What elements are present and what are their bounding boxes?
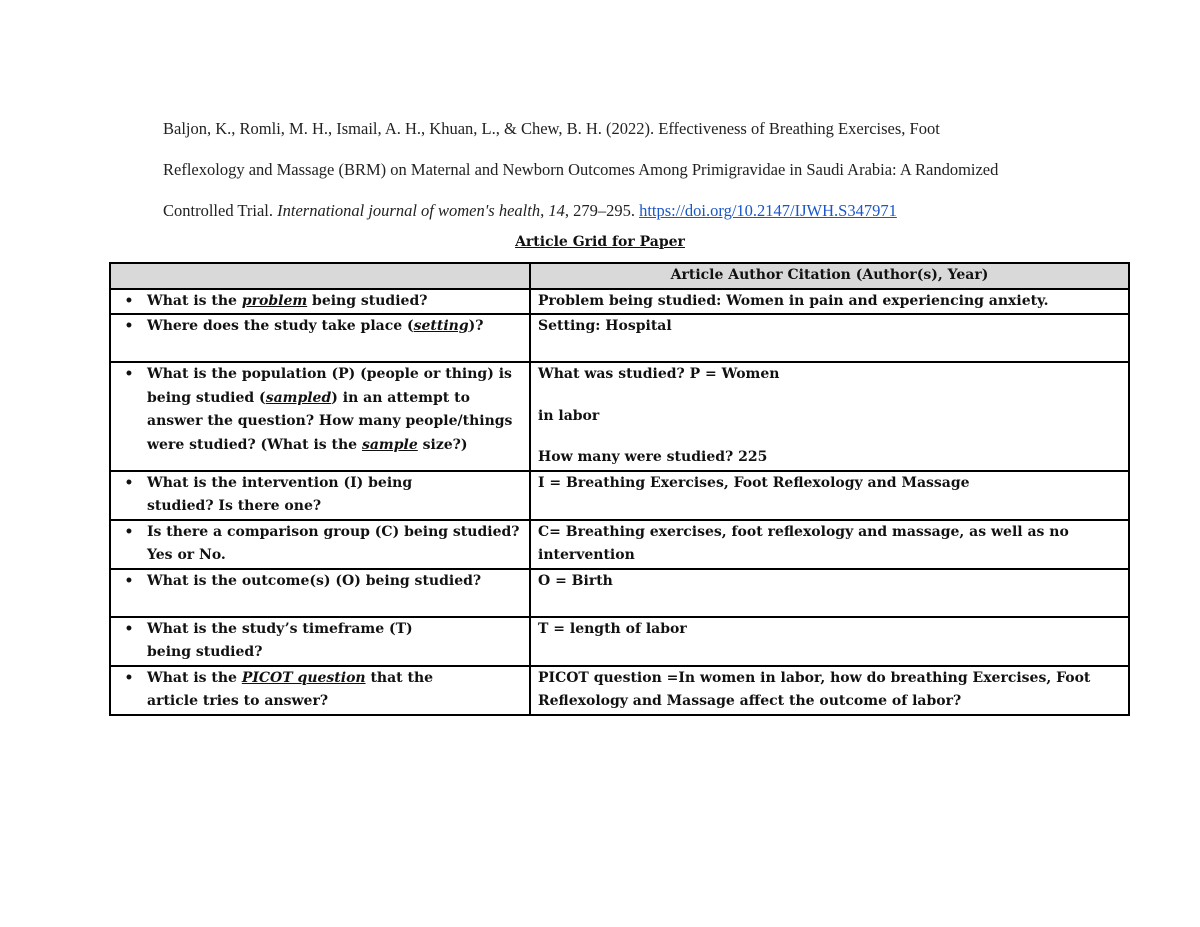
question-text: What is the outcome(s) (O) being studied? [147, 572, 482, 589]
reference-citation [163, 108, 1123, 231]
grid-title: Article Grid for Paper [515, 234, 685, 250]
table-row [110, 666, 1129, 715]
header-right-cell: Article Author Citation (Author(s), Year) [530, 263, 1129, 289]
table-header-row [110, 263, 1129, 289]
question-cell [110, 362, 530, 471]
question-text [147, 667, 523, 714]
question-emphasis: sample [361, 436, 418, 453]
article-grid-table [109, 262, 1130, 716]
bullet-icon: • [124, 669, 134, 686]
question-part: What is the [147, 669, 242, 686]
bullet-icon: • [124, 572, 134, 589]
question-part: being studied? [307, 292, 428, 309]
table-row [110, 314, 1129, 362]
question-part: )? [468, 318, 484, 334]
question-cell [110, 314, 530, 362]
question-cell [110, 617, 530, 666]
citation-separator: , [540, 201, 549, 220]
answer-text: Problem being studied: Women in pain and experiencing anxiety. [538, 292, 1049, 309]
bullet-icon: • [124, 620, 134, 637]
question-part: Where does the study take place ( [147, 318, 414, 334]
header-left-cell [110, 263, 530, 289]
answer-text: in labor [538, 407, 600, 424]
answer-cell [530, 471, 1129, 520]
question-text: What is the study’s timeframe (T) being studied? [147, 620, 413, 660]
answer-text: What was studied? P = Women [538, 366, 780, 382]
question-emphasis: setting [413, 318, 469, 334]
question-cell [110, 520, 530, 569]
citation-line-1: Baljon, K., Romli, M. H., Ismail, A. H., Khuan, L., & Chew, B. H. (2022). Effectiveness of Breathing Exercises, Foot [163, 119, 940, 138]
table-row [110, 520, 1129, 569]
answer-text: How many were studied? 225 [538, 449, 768, 465]
question-emphasis: PICOT question [241, 669, 366, 686]
bullet-icon: • [124, 292, 134, 309]
answer-text: T = length of labor [538, 620, 687, 637]
table-row [110, 617, 1129, 666]
table-row [110, 362, 1129, 471]
answer-text: I = Breathing Exercises, Foot Reflexology and Massage [538, 474, 970, 491]
answer-cell [530, 520, 1129, 569]
table-row [110, 471, 1129, 520]
answer-cell [530, 569, 1129, 617]
citation-line-3 [163, 190, 1123, 231]
citation-line-2: Reflexology and Massage (BRM) on Maternal and Newborn Outcomes Among Primigravidae in Saudi Arabia: A Randomized [163, 160, 999, 179]
question-part: What is the [147, 292, 242, 309]
question-text: What is the intervention (I) being studied? Is there one? [147, 474, 413, 514]
answer-cell [530, 362, 1129, 471]
citation-pages: , 279–295. [564, 201, 640, 220]
doi-link[interactable]: https://doi.org/10.2147/IJWH.S347971 [639, 201, 897, 220]
question-cell [110, 289, 530, 315]
bullet-icon: • [124, 318, 134, 334]
question-cell [110, 471, 530, 520]
answer-text: Setting: Hospital [538, 318, 672, 334]
bullet-icon: • [124, 474, 134, 491]
question-emphasis: problem [241, 292, 308, 309]
answer-text: C= Breathing exercises, foot reflexology and massage, as well as no intervention [538, 523, 1069, 563]
question-emphasis: sampled [265, 389, 332, 406]
question-part: size?) [417, 436, 468, 453]
answer-cell [530, 617, 1129, 666]
citation-line-3-text: Controlled Trial. [163, 201, 278, 220]
bullet-icon: • [124, 523, 134, 540]
answer-text: O = Birth [538, 572, 613, 589]
table-row [110, 569, 1129, 617]
journal-name: International journal of women's health [277, 201, 541, 220]
bullet-icon: • [124, 366, 134, 382]
question-text [147, 290, 523, 314]
question-text [147, 315, 523, 339]
answer-cell [530, 666, 1129, 715]
question-part: What is the population (P) (people or thing) is being studied ( [147, 366, 512, 406]
question-text [147, 363, 523, 457]
answer-cell [530, 314, 1129, 362]
question-cell [110, 569, 530, 617]
question-cell [110, 666, 530, 715]
question-part: ) in an attempt to answer the question? How many people/things were studied? (What is the [147, 389, 513, 453]
answer-text: PICOT question =In women in labor, how do breathing Exercises, Foot Reflexology and Massage affect the outcome of labor? [538, 669, 1091, 709]
answer-cell [530, 289, 1129, 315]
question-part: that the article tries to answer? [147, 669, 434, 709]
question-text: Is there a comparison group (C) being studied? Yes or No. [147, 523, 520, 563]
journal-volume: 14 [548, 201, 565, 220]
table-row [110, 289, 1129, 315]
